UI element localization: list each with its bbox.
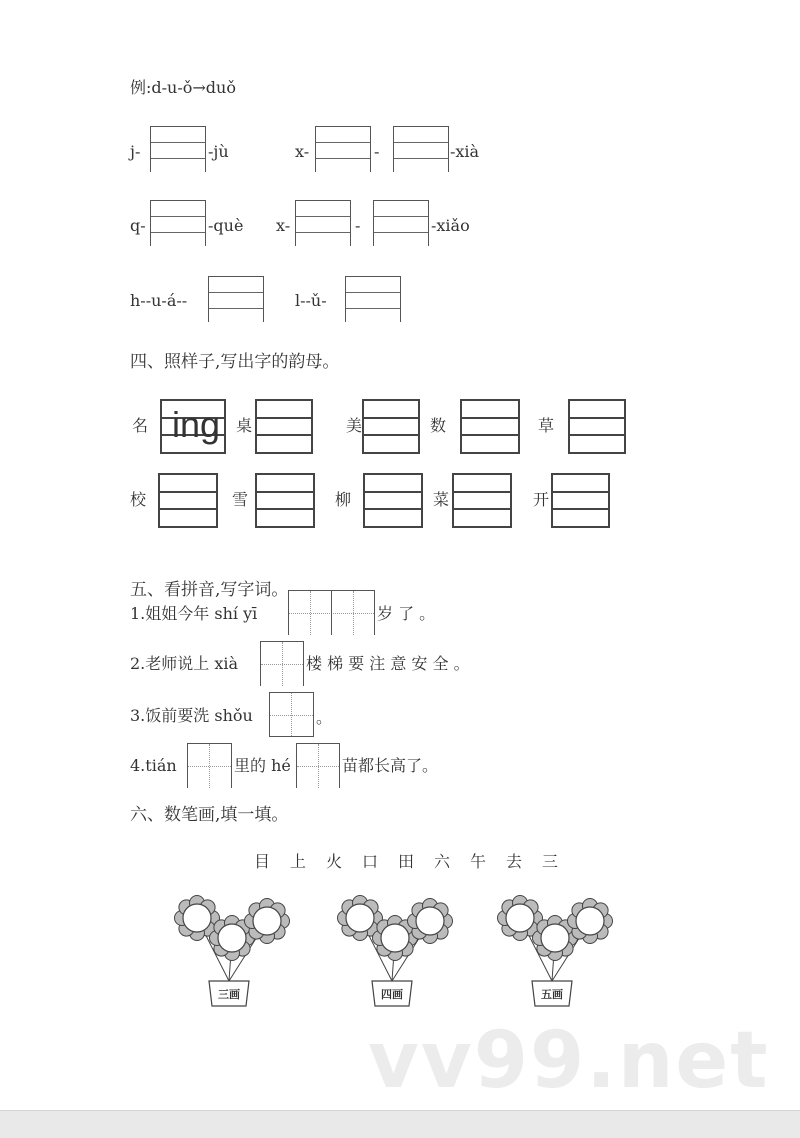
flower-pot-4-strokes: [330, 893, 460, 1013]
pinyin-label: -: [374, 142, 380, 161]
chinese-char: 数: [430, 416, 447, 435]
chinese-char: 柳: [335, 490, 352, 509]
pinyin-answer-box[interactable]: [373, 200, 429, 246]
char: 六: [433, 852, 450, 871]
flower-pot-5-strokes: [490, 893, 620, 1013]
pot-label: 五画: [541, 988, 563, 1001]
question-4-suffix: 苗都长高了。: [342, 756, 439, 775]
pot-label: 四画: [381, 988, 403, 1001]
final-answer-box[interactable]: [362, 399, 420, 454]
pinyin-answer-box[interactable]: [315, 126, 371, 172]
pinyin-label: x-: [276, 216, 291, 235]
pinyin-answer-box[interactable]: [150, 126, 206, 172]
pot-label: 三画: [218, 988, 240, 1001]
final-answer-box[interactable]: [568, 399, 626, 454]
example-text: 例:d-u-ǒ→duǒ: [130, 78, 236, 97]
section-4-title: 四、照样子,写出字的韵母。: [130, 352, 340, 372]
final-answer-box[interactable]: [255, 473, 315, 528]
pinyin-label: q-: [130, 216, 146, 235]
pinyin-answer-box[interactable]: [393, 126, 449, 172]
question-4-text: 4.tián: [130, 756, 177, 775]
pinyin-label: x-: [295, 142, 310, 161]
pinyin-label: -xià: [450, 142, 480, 161]
tianzi-box[interactable]: [296, 743, 340, 788]
chinese-char: 菜: [433, 490, 450, 509]
char: 目: [253, 852, 270, 871]
question-1-text: 1.姐姐今年 shí yī: [130, 604, 258, 623]
section-6-title: 六、数笔画,填一填。: [130, 805, 289, 825]
pinyin-label: -jù: [208, 142, 229, 161]
final-answer-box[interactable]: [452, 473, 512, 528]
tianzi-box[interactable]: [187, 743, 232, 788]
watermark: vv99.net: [368, 1016, 770, 1106]
char: 火: [325, 852, 342, 871]
tianzi-box[interactable]: [269, 692, 314, 737]
final-answer-box[interactable]: [255, 399, 313, 454]
chinese-char: 开: [533, 490, 550, 509]
bottom-scrollbar[interactable]: [0, 1110, 800, 1138]
chinese-char: 桌: [236, 416, 253, 435]
pinyin-label: j-: [130, 142, 141, 161]
final-answer-box[interactable]: [363, 473, 423, 528]
final-answer-box[interactable]: [160, 399, 226, 454]
char: 口: [361, 852, 378, 871]
question-2-suffix: 楼 梯 要 注 意 安 全 。: [306, 654, 470, 673]
pinyin-answer-box[interactable]: [345, 276, 401, 322]
char: 上: [289, 852, 306, 871]
chinese-char: 草: [538, 416, 555, 435]
chinese-char: 雪: [232, 490, 249, 509]
question-4-mid: 里的 hé: [234, 756, 291, 775]
final-answer-box[interactable]: [158, 473, 218, 528]
section-5-title: 五、看拼音,写字词。: [130, 580, 289, 600]
char: 田: [397, 852, 414, 871]
stroke-chars: [244, 852, 568, 872]
sample-answer: ing: [172, 404, 221, 445]
question-3-text: 3.饭前要洗 shǒu: [130, 706, 253, 725]
pinyin-answer-box[interactable]: [150, 200, 206, 246]
pinyin-label: h--u-á--: [130, 291, 188, 310]
flower-pot-3-strokes: [167, 893, 297, 1013]
pinyin-label: -xiǎo: [431, 216, 470, 235]
pinyin-label: l--ǔ-: [295, 291, 327, 310]
pinyin-answer-box[interactable]: [208, 276, 264, 322]
tianzi-box[interactable]: [260, 641, 304, 686]
final-answer-box[interactable]: [460, 399, 520, 454]
question-2-text: 2.老师说上 xià: [130, 654, 239, 673]
chinese-char: 名: [132, 416, 149, 435]
chinese-char: 校: [130, 490, 147, 509]
char: 去: [505, 852, 522, 871]
chinese-char: 美: [346, 416, 363, 435]
final-answer-box[interactable]: [551, 473, 610, 528]
pinyin-label: -què: [208, 216, 244, 235]
char: 三: [541, 852, 558, 871]
pinyin-label: -: [355, 216, 361, 235]
pinyin-answer-box[interactable]: [295, 200, 351, 246]
question-3-suffix: 。: [316, 708, 333, 727]
tianzi-box[interactable]: [288, 590, 375, 635]
question-1-suffix: 岁 了 。: [377, 604, 436, 623]
char: 午: [469, 852, 486, 871]
